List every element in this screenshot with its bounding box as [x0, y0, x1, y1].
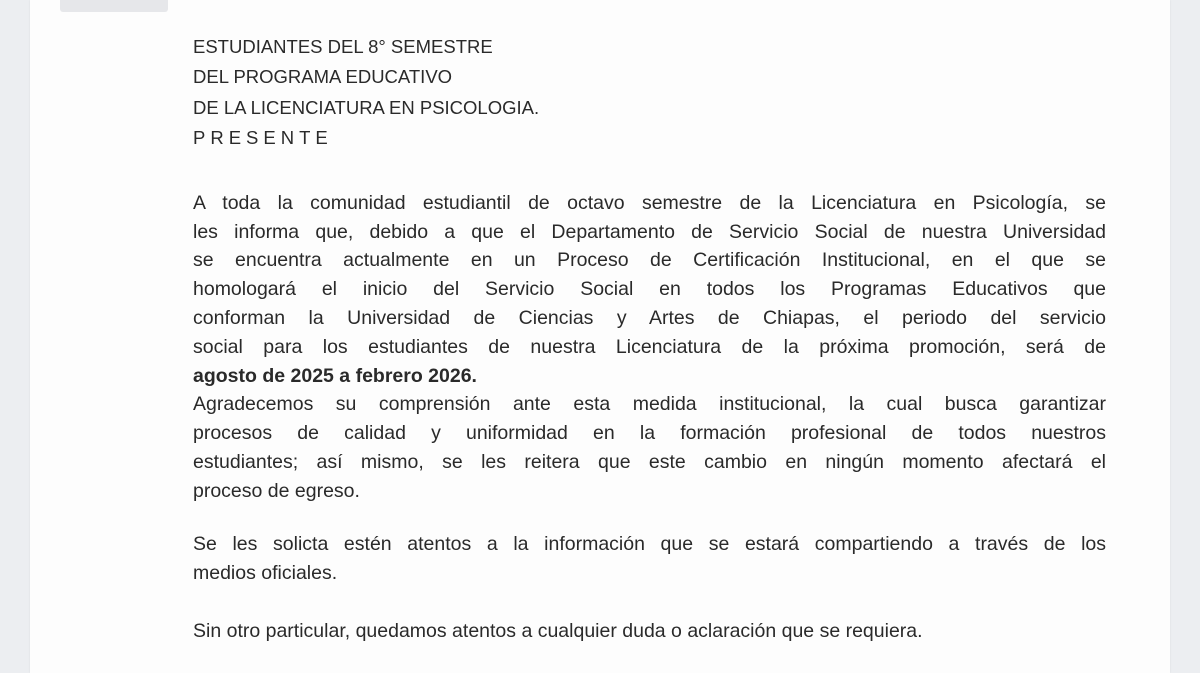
letterhead-logo — [60, 0, 168, 12]
paragraph-1-line: social para los estudiantes de nuestra Licenciatura de la próxima promoción, será de — [193, 336, 1106, 358]
recipient-line-2: DEL PROGRAMA EDUCATIVO — [193, 66, 453, 87]
recipient-line-3: DE LA LICENCIATURA EN PSICOLOGIA. — [193, 97, 540, 118]
paragraph-1-line: A toda la comunidad estudiantil de octavo semestre de la Licenciatura en Psicología, se — [193, 192, 1106, 214]
closing-line: Sin otro particular, quedamos atentos a cualquier duda o aclaración que se requiera. — [193, 620, 923, 642]
recipient-line-1: ESTUDIANTES DEL 8° SEMESTRE — [193, 36, 493, 57]
paragraph-1-line: les informa que, debido a que el Departamento de Servicio Social de nuestra Universidad — [193, 221, 1106, 243]
presente-heading: PRESENTE — [193, 127, 333, 148]
paragraph-3-line: medios oficiales. — [193, 562, 338, 584]
service-period-dates: agosto de 2025 a febrero 2026. — [193, 365, 477, 387]
paragraph-3-line: Se les solicta estén atentos a la información que se estará compartiendo a través de los — [193, 533, 1106, 555]
document-page — [30, 0, 1170, 673]
paragraph-2-line: estudiantes; así mismo, se les reitera que este cambio en ningún momento afectará el — [193, 451, 1106, 473]
paragraph-2-line: procesos de calidad y uniformidad en la formación profesional de todos nuestros — [193, 422, 1106, 444]
paragraph-2-line: Agradecemos su comprensión ante esta medida institucional, la cual busca garantizar — [193, 393, 1106, 415]
paragraph-1-line: homologará el inicio del Servicio Social en todos los Programas Educativos que — [193, 278, 1106, 300]
paragraph-1-line: conforman la Universidad de Ciencias y Artes de Chiapas, el periodo del servicio — [193, 307, 1106, 329]
paragraph-1-line: se encuentra actualmente en un Proceso de Certificación Institucional, en el que se — [193, 249, 1106, 271]
paragraph-2-line: proceso de egreso. — [193, 480, 360, 502]
